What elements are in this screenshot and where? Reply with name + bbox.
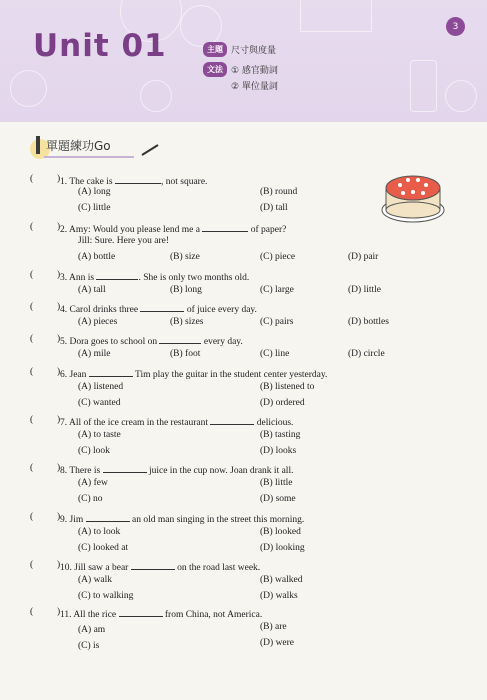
option-c: (C) line <box>260 349 290 359</box>
option-a: (A) mile <box>78 349 111 359</box>
option-a: (A) long <box>78 187 111 197</box>
decor-circle <box>10 70 47 107</box>
option-d: (D) ordered <box>260 398 305 408</box>
option-c: (C) look <box>78 446 110 456</box>
topic-tag: 主題 <box>203 42 227 57</box>
grammar-item-1: ① 感官動詞 <box>231 66 278 76</box>
grammar-tag: 文法 <box>203 62 227 77</box>
option-a: (A) few <box>78 478 108 488</box>
section-bar <box>36 136 40 154</box>
option-c: (C) wanted <box>78 398 121 408</box>
option-d: (D) little <box>348 285 381 295</box>
option-c: (C) large <box>260 285 294 295</box>
question-stem: 3. Ann is . She is only two months old. <box>60 269 249 284</box>
decor-apple-icon <box>140 80 172 112</box>
option-a: (A) listened <box>78 382 124 392</box>
pencil-icon <box>141 144 159 156</box>
option-d: (D) some <box>260 494 296 504</box>
option-b: (B) tasting <box>260 430 301 440</box>
option-d: (D) pair <box>348 252 379 262</box>
option-a: (A) walk <box>78 575 113 585</box>
option-b: (B) little <box>260 478 293 488</box>
unit-title: Unit 01 <box>33 28 167 64</box>
option-a: (A) bottle <box>78 252 116 262</box>
question-stem: 7. All of the ice cream in the restaurant delicious. <box>60 414 293 429</box>
answer-blank <box>202 221 248 232</box>
unit-header <box>0 0 487 122</box>
option-a: (A) pieces <box>78 317 118 327</box>
option-b: (B) round <box>260 187 298 197</box>
question-stem: 4. Carol drinks three of juice every day. <box>60 301 257 316</box>
option-b: (B) sizes <box>170 317 204 327</box>
option-b: (B) walked <box>260 575 303 585</box>
option-b: (B) are <box>260 622 287 632</box>
option-d: (D) tall <box>260 203 288 213</box>
cake-icon <box>378 168 448 226</box>
question-stem: 8. There is juice in the cup now. Joan drank it all. <box>60 462 293 477</box>
page-number: 3 <box>446 17 465 36</box>
decor-ruler-icon <box>300 0 372 32</box>
option-a: (A) am <box>78 625 106 635</box>
question-stem: 6. Jean Tim play the guitar in the student center yesterday. <box>60 366 327 381</box>
option-a: (A) tall <box>78 285 106 295</box>
option-c: (C) to walking <box>78 591 134 601</box>
option-c: (C) little <box>78 203 111 213</box>
option-c: (C) is <box>78 641 100 651</box>
question-stem: 10. Jill saw a bear on the road last week. <box>60 559 260 574</box>
topic-text: 尺寸與度量 <box>231 46 277 56</box>
option-b: (B) foot <box>170 349 201 359</box>
option-c: (C) piece <box>260 252 296 262</box>
decor-flask-icon <box>445 80 477 112</box>
option-b: (B) long <box>170 285 202 295</box>
option-c: (C) looked at <box>78 543 129 553</box>
option-d: (D) walks <box>260 591 298 601</box>
option-a: (A) to taste <box>78 430 121 440</box>
option-c: (C) pairs <box>260 317 294 327</box>
question-stem: 9. Jim an old man singing in the street this morning. <box>60 511 304 526</box>
option-b: (B) looked <box>260 527 301 537</box>
question-stem: 1. The cake is , not square. <box>60 173 207 188</box>
section-title-text: 單題練功Go <box>46 138 111 153</box>
option-a: (A) to look <box>78 527 121 537</box>
answer-blank <box>96 269 138 280</box>
decor-bottle-icon <box>410 60 437 112</box>
grammar-item-2: ② 單位量詞 <box>231 82 278 92</box>
question-line2: Jill: Sure. Here you are! <box>78 236 170 246</box>
question-stem: 2. Amy: Would you please lend me a of paper? <box>60 221 286 236</box>
option-d: (D) looking <box>260 543 305 553</box>
option-d: (D) bottles <box>348 317 389 327</box>
section-underline <box>44 156 134 158</box>
answer-blank <box>115 173 161 184</box>
section-title <box>36 136 111 154</box>
answer-blank <box>159 333 201 344</box>
answer-blank <box>103 462 147 473</box>
question-stem: 11. All the rice from China, not America. <box>60 606 262 621</box>
answer-blank <box>210 414 254 425</box>
option-b: (B) listened to <box>260 382 315 392</box>
option-d: (D) were <box>260 638 295 648</box>
option-d: (D) circle <box>348 349 385 359</box>
option-b: (B) size <box>170 252 200 262</box>
answer-blank <box>140 301 184 312</box>
answer-blank <box>131 559 175 570</box>
answer-blank <box>86 511 130 522</box>
decor-clock-icon <box>180 5 222 47</box>
answer-blank <box>89 366 133 377</box>
option-c: (C) no <box>78 494 103 504</box>
answer-blank <box>119 606 163 617</box>
option-d: (D) looks <box>260 446 297 456</box>
question-stem: 5. Dora goes to school on every day. <box>60 333 243 348</box>
